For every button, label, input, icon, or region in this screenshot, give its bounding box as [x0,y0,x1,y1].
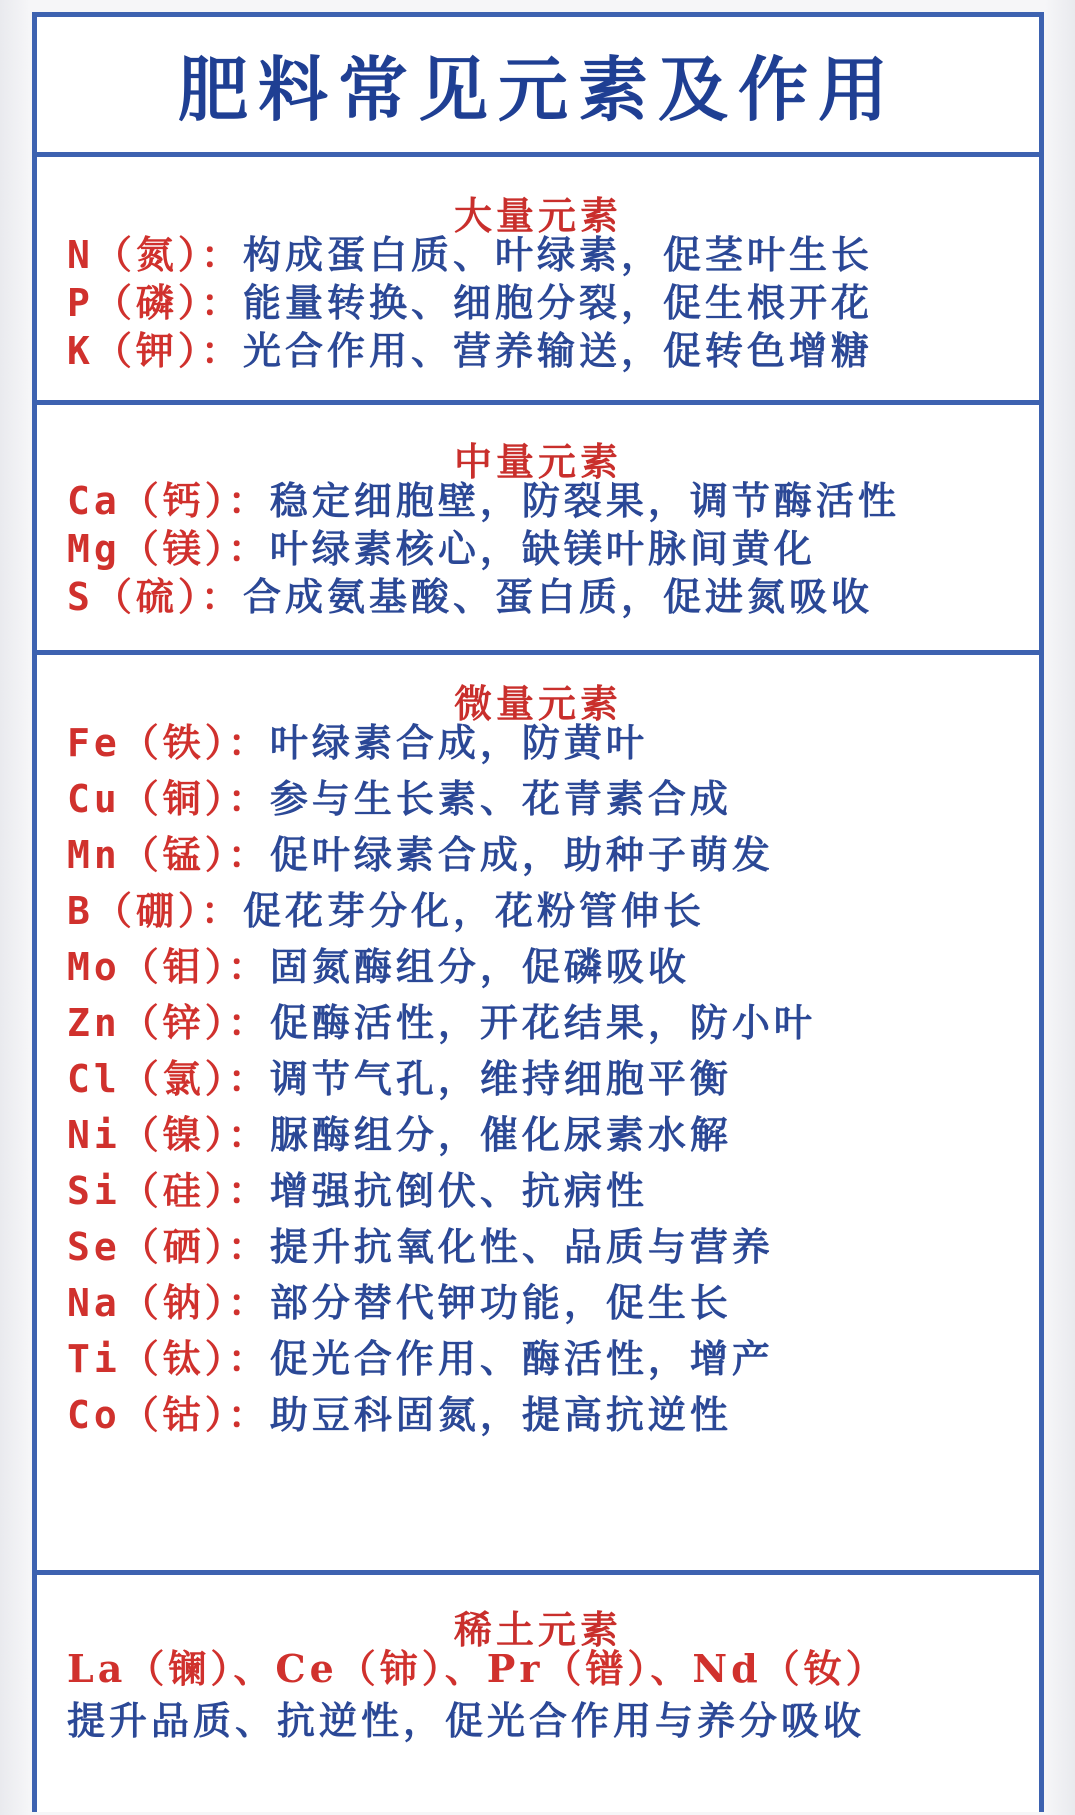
element-symbol: Cl [67,1057,121,1101]
element-row: Co（钴）：助豆科固氮，提高抗逆性 [67,1392,732,1437]
element-description: 促叶绿素合成，助种子萌发 [269,832,774,877]
element-name: 铜 [162,776,205,821]
element-description: 提升抗氧化性、品质与营养 [269,1224,774,1269]
section-micro [37,655,1039,1575]
element-name: 氮 [135,232,178,277]
element-symbol: Ca [67,479,121,523]
element-symbol: B [67,889,94,933]
element-name: 镁 [162,526,205,571]
element-row: Fe（铁）：叶绿素合成，防黄叶 [67,720,648,765]
element-row: Mg（镁）：叶绿素核心，缺镁叶脉间黄化 [67,526,816,571]
element-description: 调节气孔，维持细胞平衡 [269,1056,732,1101]
element-description: 参与生长素、花青素合成 [269,776,732,821]
element-symbol: Cu [67,777,121,821]
element-name: 硅 [162,1168,205,1213]
element-row: P（磷）：能量转换、细胞分裂，促生根开花 [67,280,873,325]
element-name: 钴 [162,1392,205,1437]
element-description: 合成氨基酸、蛋白质，促进氮吸收 [242,574,873,619]
element-name: 钙 [162,478,205,523]
element-name: 氯 [162,1056,205,1101]
element-row: Ni（镍）：脲酶组分，催化尿素水解 [67,1112,732,1157]
element-row: Cu（铜）：参与生长素、花青素合成 [67,776,732,821]
element-symbol: S [67,575,94,619]
element-row: B（硼）：促花芽分化，花粉管伸长 [67,888,705,933]
element-name: 硼 [135,888,178,933]
section-heading-rare-earth: 稀土元素 [453,1607,622,1652]
element-name: 镍 [162,1112,205,1157]
section-macro [37,157,1039,405]
element-symbol: P [67,281,94,325]
element-row: S（硫）：合成氨基酸、蛋白质，促进氮吸收 [67,574,873,619]
section-medium [37,405,1039,655]
element-name: 钾 [135,328,178,373]
element-name: 硫 [135,574,178,619]
element-name: 锌 [162,1000,205,1045]
element-row: Si（硅）：增强抗倒伏、抗病性 [67,1168,648,1213]
element-name: 钼 [162,944,205,989]
element-description: 部分替代钾功能，促生长 [269,1280,732,1325]
element-description: 能量转换、细胞分裂，促生根开花 [242,280,873,325]
element-symbol: N [67,233,94,277]
element-name: 钠 [162,1280,205,1325]
rare-earth-description: 提升品质、抗逆性，促光合作用与养分吸收 [67,1698,866,1743]
element-description: 光合作用、营养输送，促转色增糖 [242,328,873,373]
element-description: 固氮酶组分，促磷吸收 [269,944,690,989]
element-symbol: Se [67,1225,121,1269]
section-heading-micro: 微量元素 [453,681,622,726]
element-name: 硒 [162,1224,205,1269]
element-description: 促花芽分化，花粉管伸长 [242,888,705,933]
element-description: 构成蛋白质、叶绿素，促茎叶生长 [242,232,873,277]
element-description: 促酶活性，开花结果，防小叶 [269,1000,816,1045]
element-symbol: Ni [67,1113,121,1157]
element-name: 铁 [162,720,205,765]
title-box [37,17,1039,157]
element-symbol: Fe [67,721,121,765]
page-title: 肥料常见元素及作用 [178,48,898,131]
element-name: 磷 [135,280,178,325]
rare-earth-elements: La（镧）、Ce（铈）、Pr（镨）、Nd（钕） [67,1646,888,1691]
element-symbol: Ti [67,1337,121,1381]
element-symbol: Si [67,1169,121,1213]
element-description: 叶绿素合成，防黄叶 [269,720,648,765]
fertilizer-elements-card [32,12,1044,1812]
element-row: Mo（钼）：固氮酶组分，促磷吸收 [67,944,690,989]
element-symbol: Zn [67,1001,121,1045]
element-description: 促光合作用、酶活性，增产 [269,1336,774,1381]
element-description: 增强抗倒伏、抗病性 [269,1168,648,1213]
element-symbol: Co [67,1393,121,1437]
element-description: 叶绿素核心，缺镁叶脉间黄化 [269,526,816,571]
element-symbol: Mo [67,945,121,989]
element-row: N（氮）：构成蛋白质、叶绿素，促茎叶生长 [67,232,873,277]
element-row: Mn（锰）：促叶绿素合成，助种子萌发 [67,832,774,877]
element-row: Ca（钙）：稳定细胞壁，防裂果，调节酶活性 [67,478,900,523]
element-row: Ti（钛）：促光合作用、酶活性，增产 [67,1336,774,1381]
element-symbol: K [67,329,94,373]
element-row: Se（硒）：提升抗氧化性、品质与营养 [67,1224,774,1269]
element-symbol: Na [67,1281,121,1325]
element-symbol: Mn [67,833,121,877]
section-heading-medium: 中量元素 [453,439,622,484]
section-rare-earth [37,1575,1039,1815]
element-description: 稳定细胞壁，防裂果，调节酶活性 [269,478,900,523]
element-name: 锰 [162,832,205,877]
element-description: 助豆科固氮，提高抗逆性 [269,1392,732,1437]
element-description: 脲酶组分，催化尿素水解 [269,1112,732,1157]
element-row: Zn（锌）：促酶活性，开花结果，防小叶 [67,1000,816,1045]
element-row: K（钾）：光合作用、营养输送，促转色增糖 [67,328,873,373]
element-name: 钛 [162,1336,205,1381]
section-heading-macro: 大量元素 [453,193,622,238]
element-row: Cl（氯）：调节气孔，维持细胞平衡 [67,1056,732,1101]
element-row: Na（钠）：部分替代钾功能，促生长 [67,1280,732,1325]
element-symbol: Mg [67,527,121,571]
